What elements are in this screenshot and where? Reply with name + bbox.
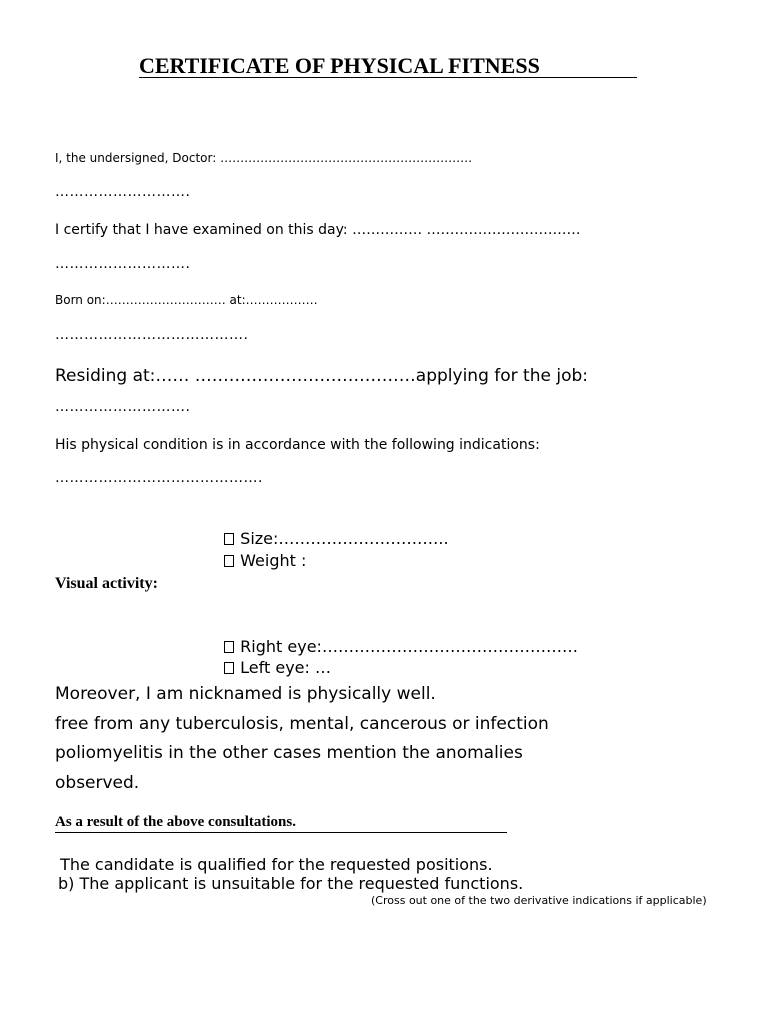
residing-line: Residing at:…… …………………………………applying for the job: [55,366,588,386]
condition-line: His physical condition is in accordance with the following indications: [55,437,540,453]
indicator-weight-label: Weight : [240,551,307,570]
examined-dots: ………………………. [55,256,191,272]
born-line: Born on:………………………… at:……………… [55,293,318,307]
residing-dots: ………………………. [55,399,191,415]
right-eye-label: Right eye:………………………………………… [240,637,578,656]
visual-activity-heading: Visual activity: [55,575,158,592]
doctor-line: I, the undersigned, Doctor: ……………………………………………………… [55,151,473,165]
option-qualified: The candidate is qualified for the requested positions. [55,855,493,874]
statement-line: Moreover, I am nicknamed is physically well. [55,684,436,704]
document-title: CERTIFICATE OF PHYSICAL FITNESS [139,52,637,78]
doctor-dots: ………………………. [55,184,191,200]
result-heading: As a result of the above consultations. [55,814,507,833]
option-unsuitable: b) The applicant is unsuitable for the requested functions. [58,874,524,893]
born-dots: …………………………………. [55,327,249,343]
statement-line: free from any tuberculosis, mental, cancerous or infection [55,713,549,734]
statement-line: observed. [55,772,140,793]
statement-line: poliomyelitis in the other cases mention the anomalies [55,743,523,763]
checkbox-icon [224,555,234,567]
left-eye-label: Left eye: … [240,658,331,677]
checkbox-icon [224,662,234,674]
health-statement [55,680,615,798]
condition-dots: ……………………………………. [55,470,263,486]
left-eye [214,639,331,677]
indicator-weight [214,532,306,570]
indicator-size-label: Size:………………………….. [240,529,449,548]
cross-out-note: (Cross out one of the two derivative indications if applicable) [371,894,707,907]
examined-line: I certify that I have examined on this day: …………… …………………………… [55,222,581,238]
